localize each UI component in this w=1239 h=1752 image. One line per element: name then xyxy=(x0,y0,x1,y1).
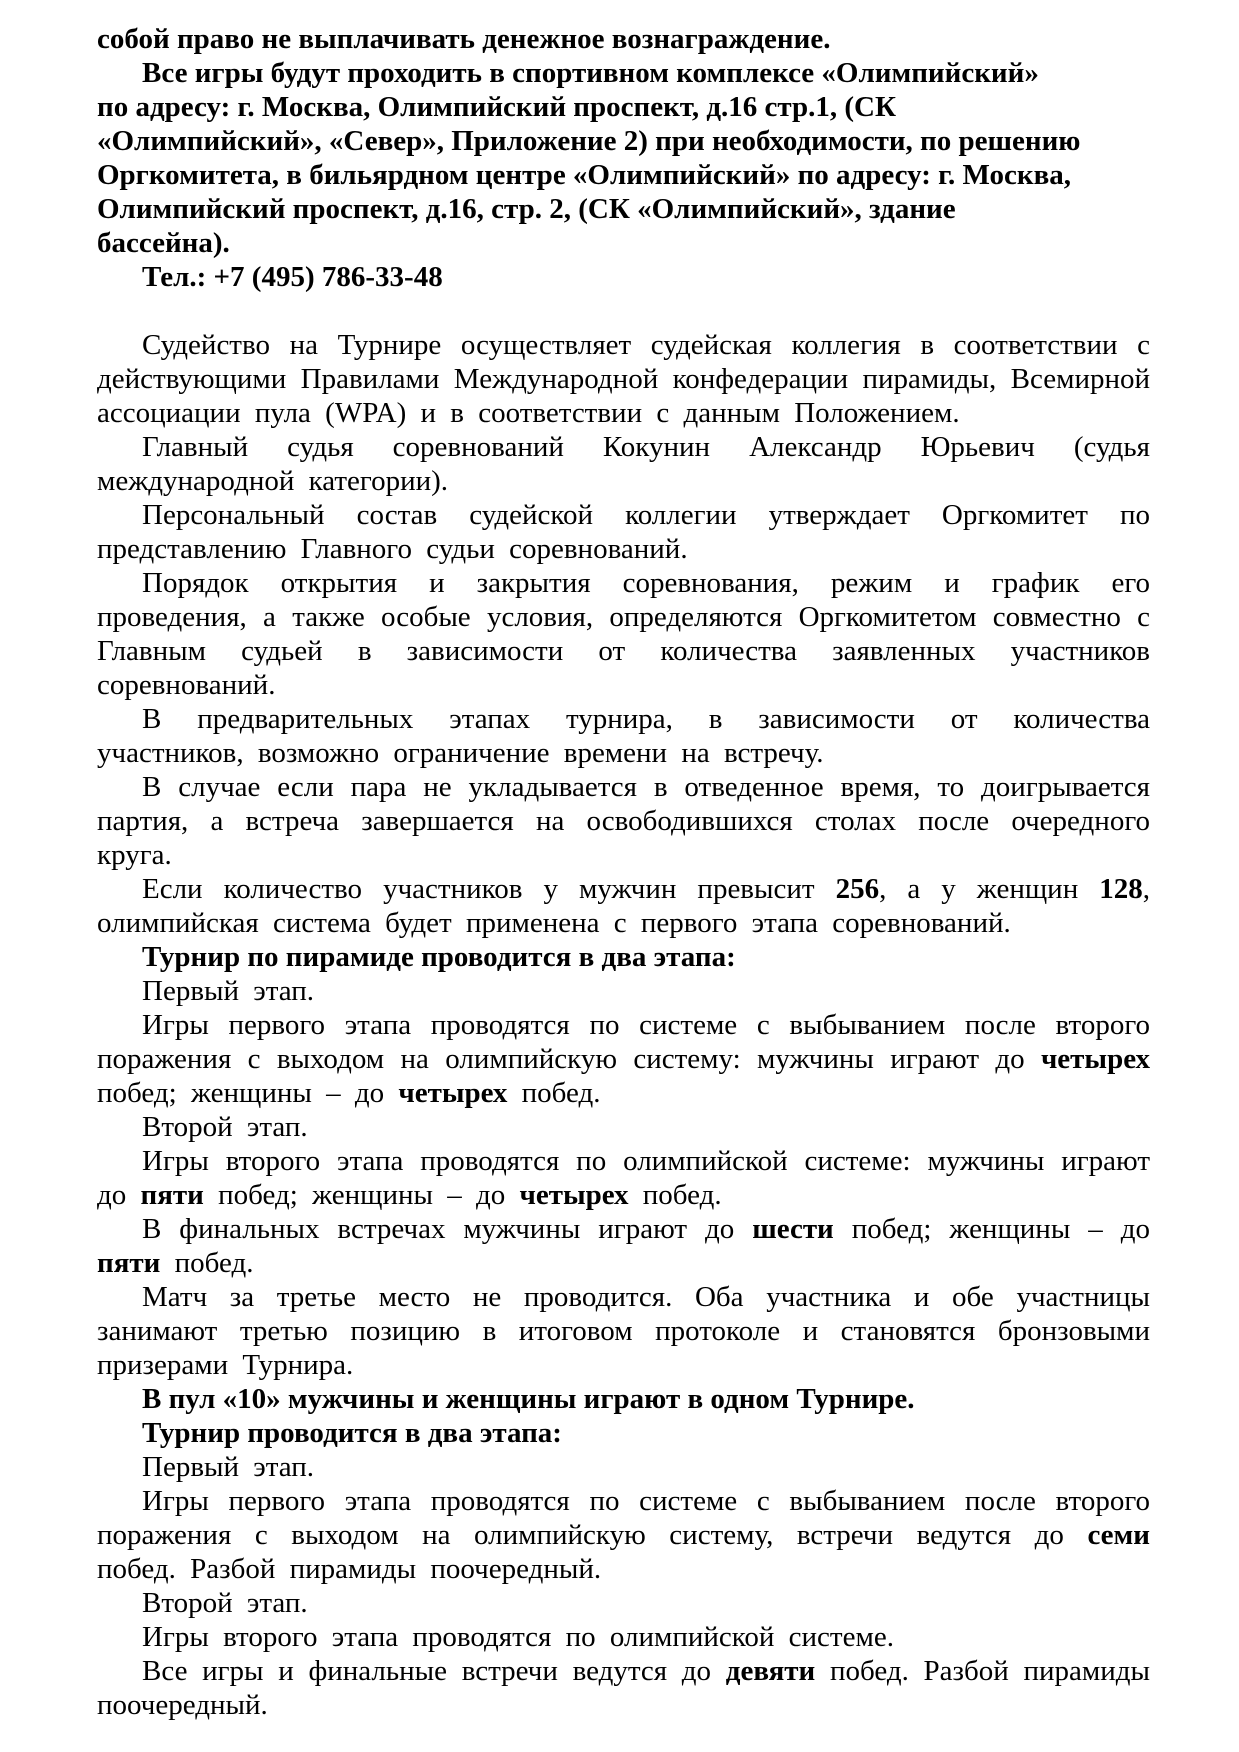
pool10-first-stage-paragraph-run: семи xyxy=(1087,1519,1150,1551)
pyramid-first-stage-label-run: Первый этап. xyxy=(142,975,314,1007)
pyramid-second-stage-paragraph-run: побед; женщины – до xyxy=(203,1179,520,1211)
pool10-second-stage-label xyxy=(97,1586,1150,1620)
pyramid-second-stage-label-run: Второй этап. xyxy=(142,1111,308,1143)
pool10-heading xyxy=(97,1382,1150,1416)
pyramid-second-stage-paragraph xyxy=(97,1144,1150,1212)
pool10-finals-paragraph-run: побед. Разбой пирамиды поочередный. xyxy=(97,1655,1151,1721)
third-place-paragraph-run: Матч за третье место не проводится. Оба участника и обе участницы занимают третью позицию в итоговом протоколе и становятся бронзовыми призерами Турнира. xyxy=(97,1281,1150,1381)
venue-paragraph-run: Все игры будут проходить в спортивном комплексе «Олимпийский» xyxy=(142,57,1039,89)
pool10-first-stage-paragraph-run: побед. Разбой пирамиды поочередный. xyxy=(97,1553,602,1585)
venue-paragraph-run: бассейна). xyxy=(97,227,230,259)
blank-line xyxy=(97,294,1150,328)
venue-paragraph-run: по адресу: г. Москва, Олимпийский проспект, д.16 стр.1, (СК xyxy=(97,91,897,123)
venue-paragraph-run: Оргкомитета, в бильярдном центре «Олимпийский» по адресу: г. Москва, xyxy=(97,159,1071,191)
participants-limit-paragraph-run: Если количество участников у мужчин превысит xyxy=(142,873,836,905)
pyramid-second-stage-label xyxy=(97,1110,1150,1144)
document-content xyxy=(97,22,1150,1722)
pyramid-finals-paragraph-run: В финальных встречах мужчины играют до xyxy=(142,1213,753,1245)
referee-staff-paragraph xyxy=(97,498,1150,566)
schedule-paragraph xyxy=(97,566,1150,702)
pyramid-first-stage-paragraph-run: Игры первого этапа проводятся по системе с выбыванием после второго поражения с выходом на олимпийскую систему: мужчины играют до xyxy=(97,1009,1150,1075)
pool10-two-stages-heading-run: Турнир проводится в два этапа: xyxy=(142,1417,562,1449)
pool10-finals-paragraph-run: Все игры и финальные встречи ведутся до xyxy=(142,1655,726,1687)
pyramid-second-stage-paragraph-run: Игры второго этапа проводятся по олимпийской системе: мужчины играют до xyxy=(97,1145,1150,1211)
pyramid-first-stage-paragraph-run: четырех xyxy=(398,1077,508,1109)
pool10-first-stage-label-run: Первый этап. xyxy=(142,1451,314,1483)
participants-limit-paragraph-run: 128 xyxy=(1099,873,1143,905)
pyramid-finals-paragraph-run: побед; женщины – до xyxy=(833,1213,1150,1245)
pyramid-two-stages-heading-run: Турнир по пирамиде проводится в два этапа: xyxy=(142,941,736,973)
referee-staff-paragraph-run: Персональный состав судейской коллегии утверждает Оргкомитет по представлению Главного судьи соревнований. xyxy=(97,499,1150,565)
time-limit-paragraph xyxy=(97,702,1150,770)
refereeing-paragraph xyxy=(97,328,1150,430)
pool10-finals-paragraph-run: девяти xyxy=(725,1655,816,1687)
time-limit-paragraph-run: В предварительных этапах турнира, в зависимости от количества участников, возможно ограничение времени на встречу. xyxy=(97,703,1150,769)
third-place-paragraph xyxy=(97,1280,1150,1382)
overtime-paragraph-run: В случае если пара не укладывается в отведенное время, то доигрывается партия, а встреча завершается на освободившихся столах после очередного круга. xyxy=(97,771,1150,871)
pool10-first-stage-paragraph xyxy=(97,1484,1150,1586)
pyramid-two-stages-heading xyxy=(97,940,1150,974)
pool10-first-stage-label xyxy=(97,1450,1150,1484)
participants-limit-paragraph-run: , а у женщин xyxy=(879,873,1100,905)
participants-limit-paragraph-run: , олимпийская система будет применена с первого этапа соревнований. xyxy=(97,873,1150,939)
phone-paragraph-run: Тел.: +7 (495) 786-33-48 xyxy=(142,261,443,293)
pool10-first-stage-paragraph-run: Игры первого этапа проводятся по системе с выбыванием после второго поражения с выходом на олимпийскую систему, встречи ведутся до xyxy=(97,1485,1150,1551)
pool10-heading-run: В пул «10» мужчины и женщины играют в одном Турнире. xyxy=(142,1383,915,1415)
continued-sentence xyxy=(97,22,1150,56)
pyramid-finals-paragraph xyxy=(97,1212,1150,1280)
participants-limit-paragraph xyxy=(97,872,1150,940)
pool10-second-stage-paragraph-run: Игры второго этапа проводятся по олимпийской системе. xyxy=(142,1621,894,1653)
pyramid-finals-paragraph-run: шести xyxy=(752,1213,834,1245)
refereeing-paragraph-run: Судейство на Турнире осуществляет судейская коллегия в соответствии с действующими Правилами Международной конфедерации пирамиды, Всемирной ассоциации пула (WPA) и в соответствии с данным Положением. xyxy=(97,329,1150,429)
pyramid-first-stage-paragraph-run: побед; женщины – до xyxy=(97,1077,399,1109)
pyramid-first-stage-paragraph-run: побед. xyxy=(507,1077,601,1109)
pyramid-first-stage-label xyxy=(97,974,1150,1008)
pyramid-finals-paragraph-run: пяти xyxy=(97,1247,161,1279)
participants-limit-paragraph-run: 256 xyxy=(835,873,880,905)
overtime-paragraph xyxy=(97,770,1150,872)
chief-referee-paragraph xyxy=(97,430,1150,498)
pyramid-first-stage-paragraph-run: четырех xyxy=(1040,1043,1150,1075)
phone-paragraph xyxy=(97,260,1150,294)
schedule-paragraph-run: Порядок открытия и закрытия соревнования, режим и график его проведения, а также особые условия, определяются Оргкомитетом совместно с Главным судьей в зависимости от количества заявленных участников соревнований. xyxy=(97,567,1150,701)
pool10-second-stage-paragraph xyxy=(97,1620,1150,1654)
pyramid-finals-paragraph-run: побед. xyxy=(160,1247,254,1279)
pyramid-second-stage-paragraph-run: побед. xyxy=(628,1179,722,1211)
venue-paragraph-run: «Олимпийский», «Север», Приложение 2) при необходимости, по решению xyxy=(97,125,1081,157)
pyramid-second-stage-paragraph-run: четырех xyxy=(519,1179,629,1211)
pyramid-first-stage-paragraph xyxy=(97,1008,1150,1110)
pool10-two-stages-heading xyxy=(97,1416,1150,1450)
chief-referee-paragraph-run: Главный судья соревнований Кокунин Александр Юрьевич (судья международной категории). xyxy=(97,431,1150,497)
venue-paragraph-run: Олимпийский проспект, д.16, стр. 2, (СК «Олимпийский», здание xyxy=(97,193,956,225)
pool10-second-stage-label-run: Второй этап. xyxy=(142,1587,308,1619)
pool10-finals-paragraph xyxy=(97,1654,1150,1722)
venue-paragraph xyxy=(97,56,1150,260)
continued-sentence-run: собой право не выплачивать денежное вознаграждение. xyxy=(97,23,831,55)
pyramid-second-stage-paragraph-run: пяти xyxy=(140,1179,204,1211)
